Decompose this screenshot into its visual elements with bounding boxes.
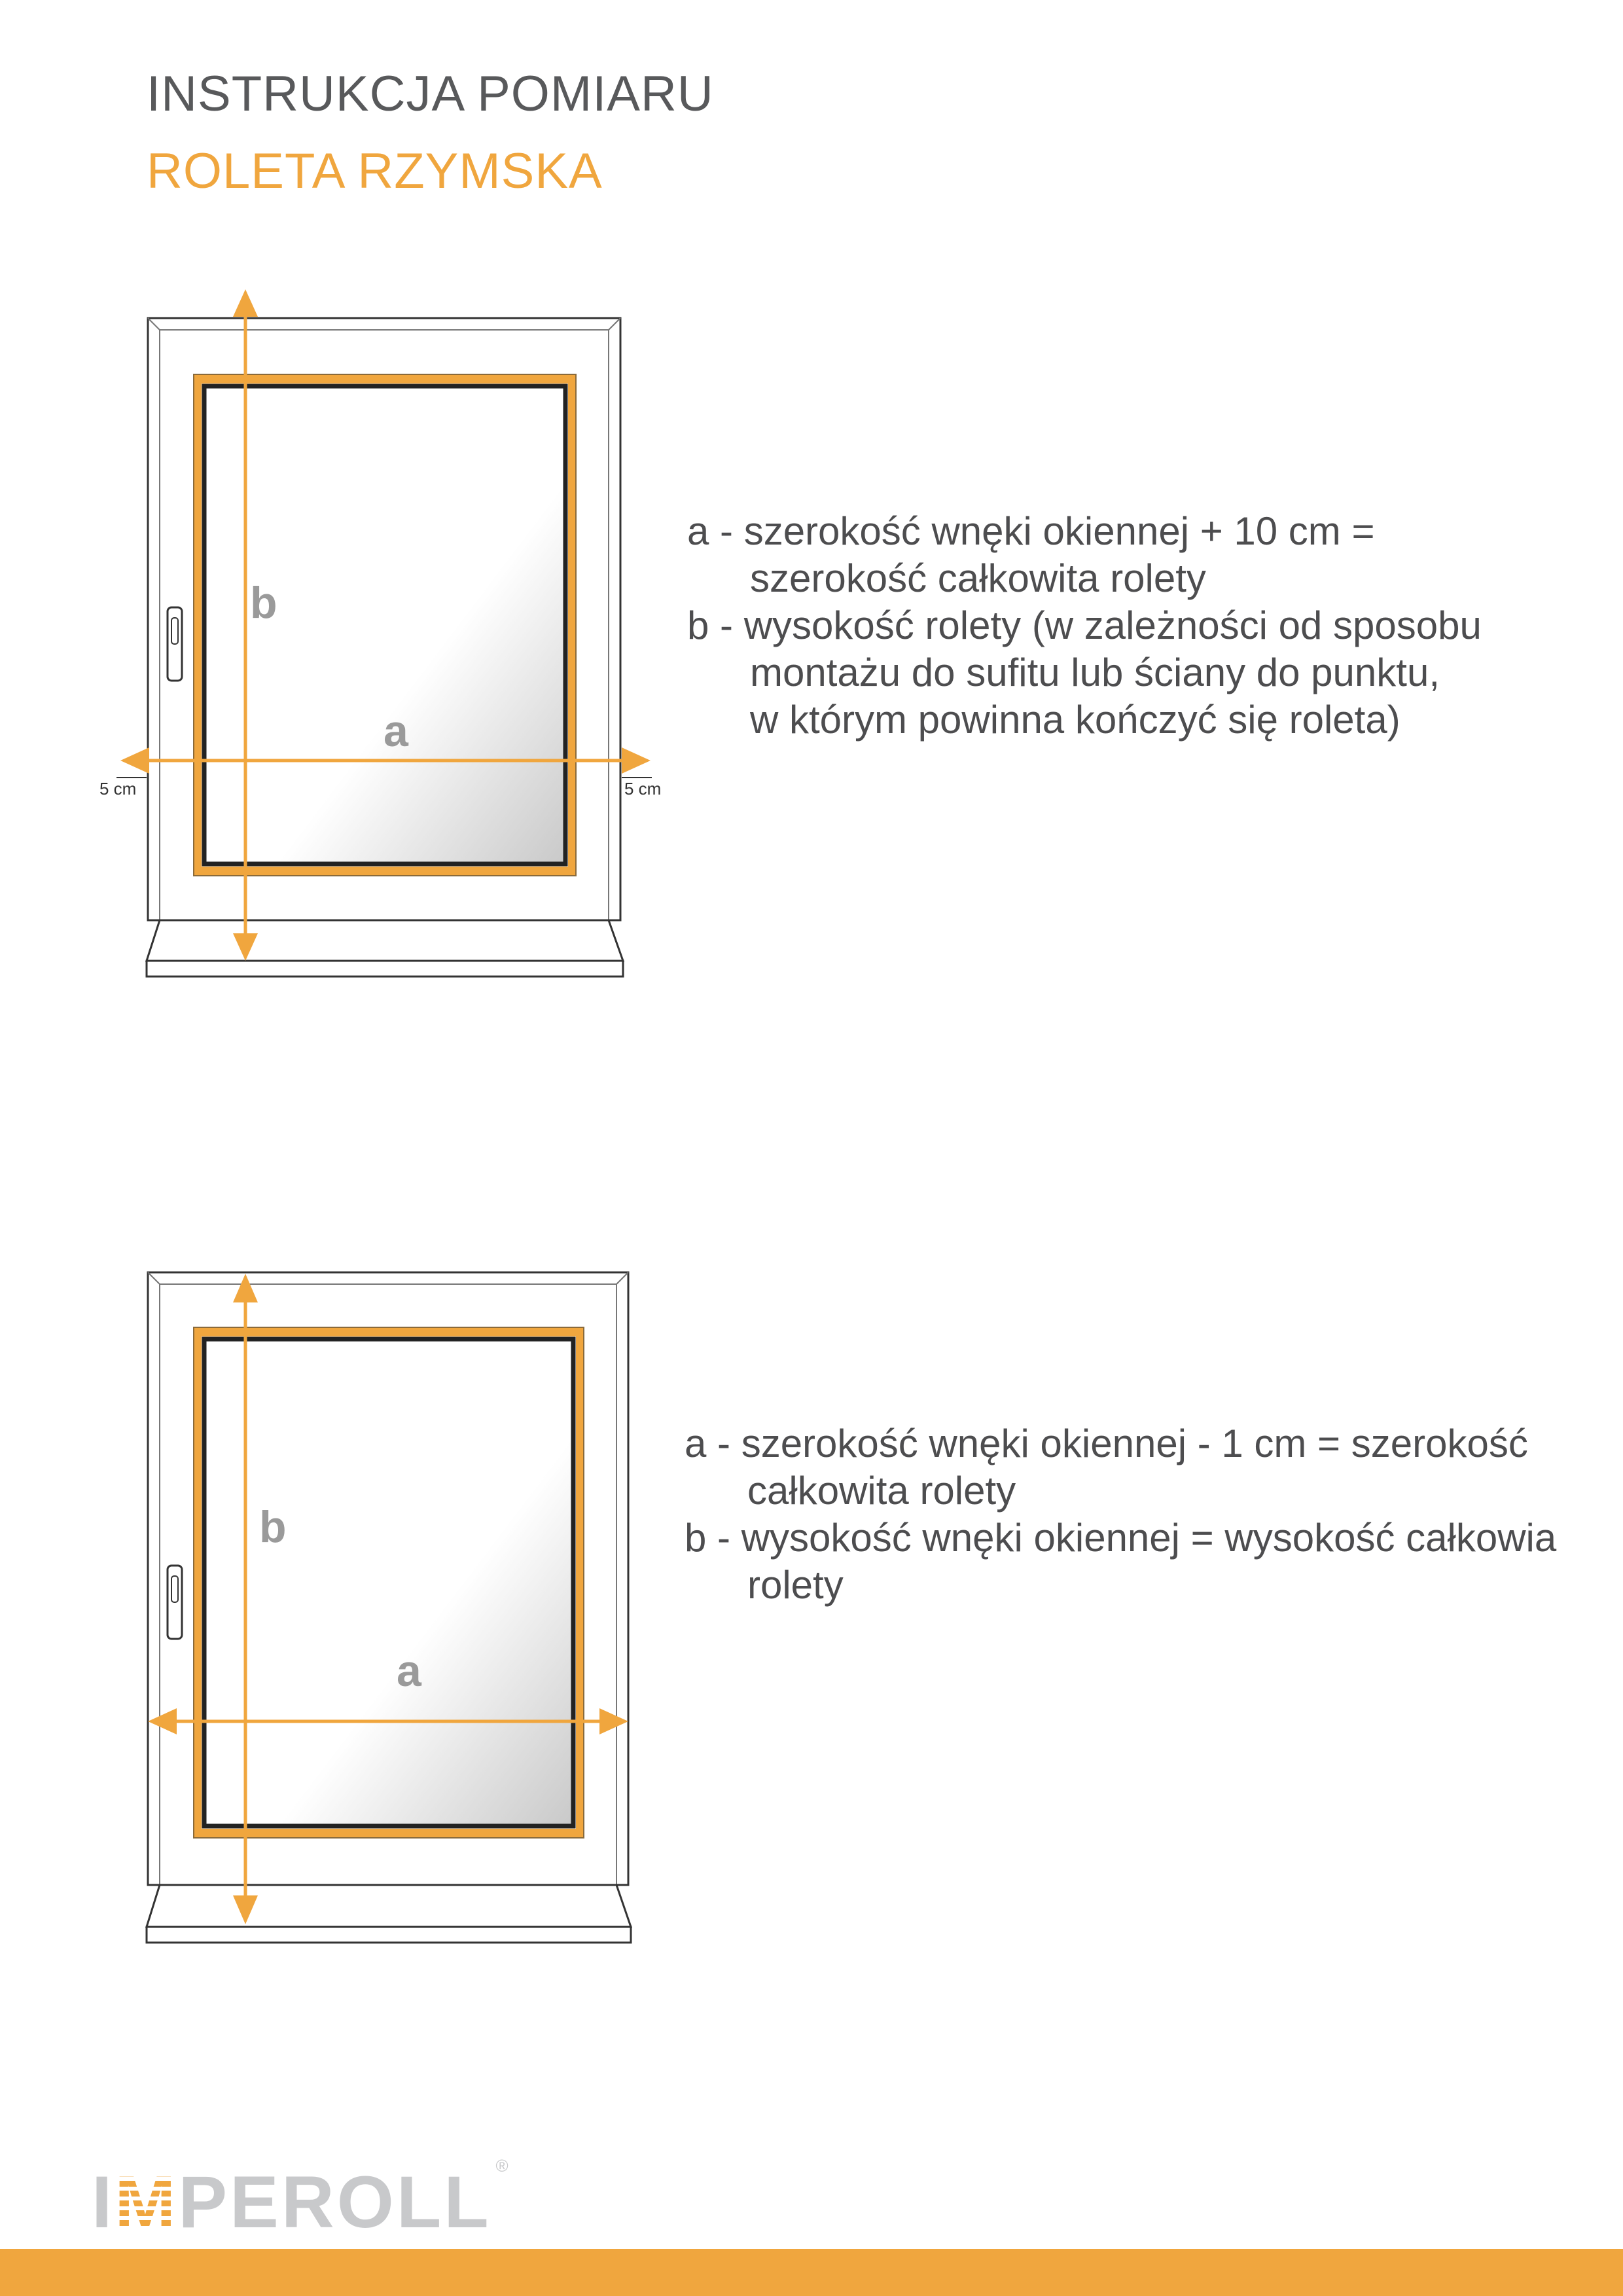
description-2 [685, 1420, 1556, 1609]
desc-1-line-3: b - wysokość rolety (w zależności od sposobu [687, 603, 1482, 647]
footer-bar [0, 2249, 1623, 2296]
glass-pane-2 [204, 1339, 573, 1826]
imperoll-logo [92, 2156, 508, 2244]
label-a-2: a [397, 1646, 421, 1696]
desc-2-line-4: rolety [747, 1563, 844, 1607]
desc-1-line-2: szerokość całkowita rolety [750, 556, 1206, 600]
label-b-1: b [250, 578, 277, 628]
desc-1-line-4: montażu do sufitu lub ściany do punktu, [750, 651, 1440, 694]
page-subtitle: ROLETA RZYMSKA [147, 143, 603, 199]
desc-2-line-2: całkowita rolety [747, 1469, 1016, 1513]
right-offset-label: 5 cm [624, 779, 662, 798]
desc-2-line-1: a - szerokość wnęki okiennej - 1 cm = szerokość [685, 1422, 1528, 1465]
left-offset-label: 5 cm [99, 779, 137, 798]
logo-letter-m: M [115, 2161, 179, 2243]
label-b-2: b [259, 1502, 287, 1552]
registered-mark: ® [495, 2156, 508, 2176]
logo-rest: PEROLL [178, 2161, 491, 2243]
logo-letter-i: I [92, 2161, 115, 2243]
description-1 [687, 508, 1482, 744]
desc-1-line-5: w którym powinna kończyć się roleta) [750, 698, 1400, 742]
handle-icon [168, 1566, 182, 1639]
label-a-1: a [383, 706, 408, 756]
desc-2-line-3: b - wysokość wnęki okiennej = wysokość całkowia [685, 1516, 1557, 1560]
desc-1-line-1: a - szerokość wnęki okiennej + 10 cm = [687, 509, 1375, 553]
page-title: INSTRUKCJA POMIARU [147, 66, 714, 122]
